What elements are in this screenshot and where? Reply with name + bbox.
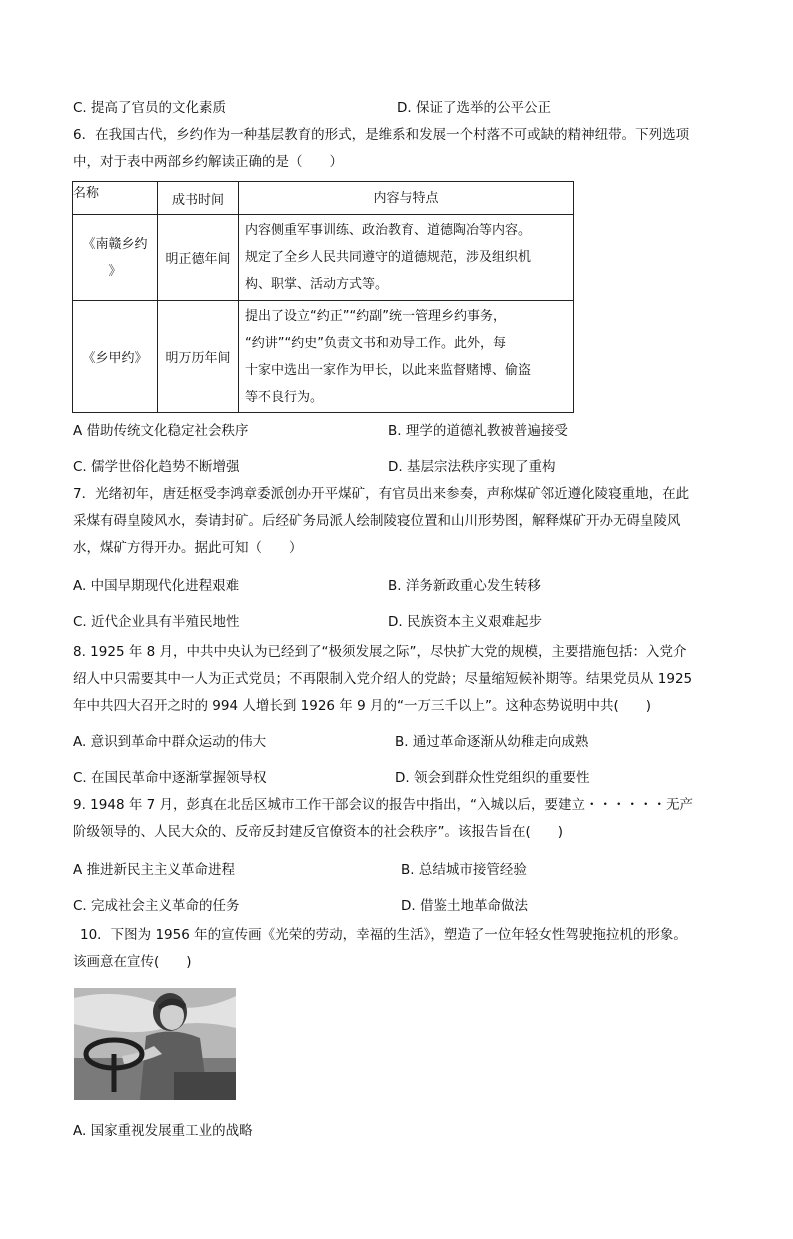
q8-option-b[interactable]: B. 通过革命逐渐从幼稚走向成熟 (395, 734, 589, 750)
q6-row1-desc (239, 215, 574, 301)
q6-row1-desc-line: 规定了全乡人民共同遵守的道德规范，涉及组织机 (245, 250, 532, 265)
q6-row2-name: 《乡甲约》 (73, 301, 158, 413)
q7-stem (73, 481, 713, 562)
q7-stem-line: 7．光绪初年，唐廷枢受李鸿章委派创办开平煤矿，有官员出来参奏，声称煤矿邻近遵化陵寝重地，在此 (73, 486, 690, 502)
q8-stem-line: 年中共四大召开之时的 994 人增长到 1926 年 9 月的“一万三千以上”。这种态势说明中共( ) (73, 698, 651, 714)
q6-row2-desc-line: 等不良行为。 (245, 389, 324, 405)
q7-option-d[interactable]: D. 民族资本主义艰难起步 (388, 614, 542, 630)
q10-stem (73, 922, 720, 976)
q7-option-c[interactable]: C. 近代企业具有半殖民地性 (73, 614, 240, 630)
table-row (73, 215, 574, 301)
q7-option-a[interactable]: A. 中国早期现代化进程艰难 (73, 578, 240, 594)
q6-table-header-row (73, 182, 574, 215)
q8-stem-line: 绍人中只需要其中一人为正式党员；不再限制入党介绍人的党龄；尽量缩短候补期等。结果党员从 1925 (73, 671, 693, 687)
q10-stem-line: 10．下图为 1956 年的宣传画《光荣的劳动，幸福的生活》，塑造了一位年轻女性驾驶拖拉机的形象。 (80, 927, 687, 943)
q9-option-a[interactable]: A 推进新民主主义革命进程 (73, 862, 236, 878)
q6-row2-time: 明万历年间 (158, 301, 239, 413)
q10-stem-line: 该画意在宣传( ) (73, 954, 192, 970)
propaganda-poster-image (74, 988, 236, 1100)
q5-option-c[interactable]: C. 提高了官员的文化素质 (73, 100, 227, 116)
q6-row1-desc-line: 内容侧重军事训练、政治教育、道德陶冶等内容。 (245, 223, 532, 238)
q9-stem (73, 792, 713, 846)
q9-option-c[interactable]: C. 完成社会主义革命的任务 (73, 898, 240, 914)
q8-option-d[interactable]: D. 领会到群众性党组织的重要性 (395, 770, 590, 786)
q6-row2-desc-line: “约讲”“约史”负责文书和劝导工作。此外，每 (245, 335, 506, 351)
q8-stem (73, 639, 713, 720)
q6-row1-time: 明正德年间 (158, 215, 239, 301)
q6-row2-desc (239, 301, 574, 413)
q8-stem-line: 8. 1925 年 8 月，中共中央认为已经到了“极须发展之际”，尽快扩大党的规模，主要措施包括：入党介 (73, 644, 687, 660)
q8-option-a[interactable]: A. 意识到革命中群众运动的伟大 (73, 734, 267, 750)
q6-row2-desc-line: 提出了设立“约正”“约副”统一管理乡约事务， (245, 308, 506, 324)
q7-option-b[interactable]: B. 洋务新政重心发生转移 (388, 578, 541, 594)
q9-stem-line: 9. 1948 年 7 月，彭真在北岳区城市工作干部会议的报告中指出，“入城以后，要建立・・・・・・无产 (73, 797, 693, 813)
q6-option-b[interactable]: B. 理学的道德礼教被普遍接受 (388, 423, 568, 439)
q6-option-d[interactable]: D. 基层宗法秩序实现了重构 (388, 459, 556, 475)
q7-stem-line: 采煤有碍皇陵风水，奏请封矿。后经矿务局派人绘制陵寝位置和山川形势图，解释煤矿开办无碍皇陵风 (73, 513, 681, 529)
q6-row1-name (73, 215, 158, 301)
q6-row1-name-line: 》 (108, 263, 122, 279)
q6-option-c[interactable]: C. 儒学世俗化趋势不断增强 (73, 459, 240, 475)
table-row (73, 301, 574, 413)
q6-row2-desc-line: 十家中选出一家作为甲长，以此来监督赌博、偷盗 (245, 362, 532, 378)
q6-option-a[interactable]: A 借助传统文化稳定社会秩序 (73, 423, 249, 439)
q9-option-d[interactable]: D. 借鉴土地革命做法 (401, 898, 528, 914)
q6-header-time: 成书时间 (158, 182, 239, 215)
q9-option-b[interactable]: B. 总结城市接管经验 (401, 862, 527, 878)
q6-table (72, 181, 574, 413)
q10-option-a[interactable]: A. 国家重视发展重工业的战略 (73, 1123, 253, 1139)
tractor-woman-illustration (74, 988, 236, 1100)
q6-stem-line: 中，对于表中两部乡约解读正确的是（ ） (73, 154, 343, 170)
q8-option-c[interactable]: C. 在国民革命中逐渐掌握领导权 (73, 770, 267, 786)
q6-row1-desc-line: 构、职掌、活动方式等。 (245, 277, 389, 292)
q7-stem-line: 水，煤矿方得开办。据此可知（ ） (73, 540, 303, 556)
q6-stem (73, 122, 713, 176)
q6-header-desc: 内容与特点 (239, 182, 574, 215)
q6-row1-name-line: 《南赣乡约 (82, 236, 148, 252)
q6-stem-line: 6．在我国古代，乡约作为一种基层教育的形式，是维系和发展一个村落不可或缺的精神纽带。下列选项 (73, 127, 690, 143)
q9-stem-line: 阶级领导的、人民大众的、反帝反封建反官僚资本的社会秩序”。该报告旨在( ) (73, 824, 564, 840)
q6-header-name: 名称 (73, 182, 158, 215)
q5-option-d[interactable]: D. 保证了选举的公平公正 (397, 100, 551, 116)
